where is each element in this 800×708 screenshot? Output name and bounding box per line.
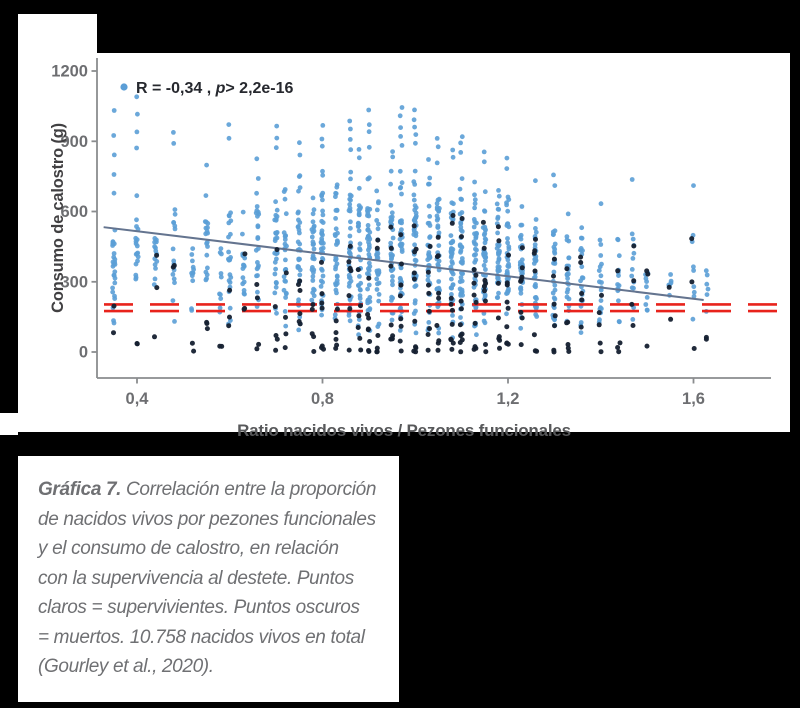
svg-text:0,4: 0,4 bbox=[125, 390, 149, 408]
annotation-dot-icon bbox=[120, 83, 127, 90]
x-axis-tick-labels bbox=[126, 390, 705, 408]
caption-label: Gráfica 7. bbox=[38, 479, 122, 500]
reference-lines-red bbox=[104, 304, 789, 311]
caption-line: con la supervivencia al destete. Puntos bbox=[38, 567, 354, 589]
svg-text:0: 0 bbox=[78, 343, 88, 362]
svg-text:0,8: 0,8 bbox=[311, 390, 334, 408]
caption-line: y el consumo de calostro, en relación bbox=[38, 538, 339, 559]
svg-text:600: 600 bbox=[60, 203, 88, 221]
caption-line: claros = supervivientes. Puntos oscuros bbox=[38, 597, 360, 618]
caption-box bbox=[18, 456, 399, 702]
svg-text:1,2: 1,2 bbox=[496, 390, 520, 408]
chart-edge-notch bbox=[0, 413, 18, 435]
svg-text:1200: 1200 bbox=[51, 62, 88, 81]
caption-line: = muertos. 10.758 nacidos vivos en total bbox=[38, 626, 365, 648]
scatter-plot bbox=[18, 14, 790, 432]
caption-line: de nacidos vivos por pezones funcionales bbox=[38, 508, 376, 530]
caption-line: (Gourley et al., 2020). bbox=[38, 656, 214, 677]
svg-text:1,6: 1,6 bbox=[682, 390, 705, 408]
correlation-annotation: R = -0,34 , p> 2,2e-16 bbox=[136, 80, 294, 97]
svg-text:300: 300 bbox=[60, 273, 88, 292]
caption-text bbox=[18, 456, 399, 682]
caption-line: Gráfica 7. Correlación entre la proporción bbox=[38, 479, 377, 500]
y-axis-title: Consumo de calostro (g) bbox=[49, 123, 67, 313]
x-axis-title: Ratio nacidos vivos / Pezones funcionales bbox=[237, 421, 571, 440]
svg-text:900: 900 bbox=[60, 132, 88, 151]
